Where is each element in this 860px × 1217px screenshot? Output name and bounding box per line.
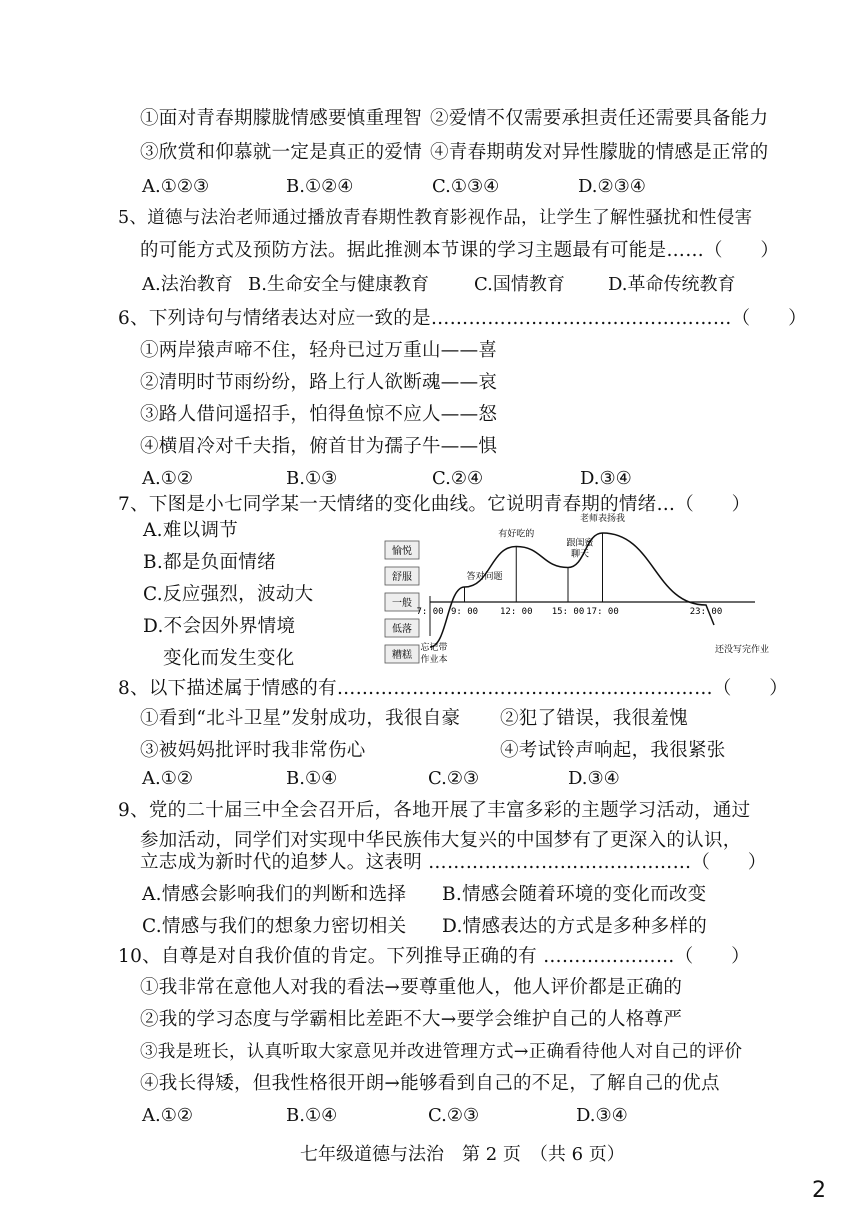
q9-stem-line-1: 9、党的二十届三中全会召开后，各地开展了丰富多彩的主题学习活动，通过 — [118, 800, 751, 821]
q6-item-4: ④横眉冷对千夫指，俯首甘为孺子牛——惧 — [140, 436, 498, 457]
q6-option-d[interactable]: D.③④ — [580, 468, 632, 489]
q5-option-c[interactable]: C.国情教育 — [474, 274, 565, 295]
q8-statement-1: ①看到“北斗卫星”发射成功，我很自豪 — [140, 708, 461, 729]
q7-option-d[interactable]: D.不会因外界情境 — [143, 616, 296, 637]
q10-option-b[interactable]: B.①④ — [286, 1105, 338, 1126]
q6-option-a[interactable]: A.①② — [142, 468, 193, 489]
q9-option-d[interactable]: D.情感表达的方式是多种多样的 — [442, 916, 708, 937]
q8-option-a[interactable]: A.①② — [142, 768, 193, 789]
x-tick-label: 7: 00 — [416, 607, 444, 617]
mood-label: 舒服 — [392, 572, 412, 583]
chart-annotation: 跟闺蜜 — [566, 538, 594, 549]
q4-option-d[interactable]: D.②③④ — [578, 176, 646, 197]
q9-stem-line-2: 参加活动，同学们对实现中华民族伟大复兴的中国梦有了更深入的认识， — [140, 830, 742, 851]
q8-option-b[interactable]: B.①④ — [286, 768, 338, 789]
q9-option-b[interactable]: B.情感会随着环境的变化而改变 — [442, 884, 707, 905]
q9-stem-line-3: 立志成为新时代的追梦人。这表明 ……………………………………（ ） — [140, 852, 767, 873]
q7-option-a[interactable]: A.难以调节 — [143, 520, 239, 541]
q10-stem: 10、自尊是对自我价值的肯定。下列推导正确的有 …………………（ ） — [118, 946, 750, 967]
q6-item-3: ③路人借问遥招手，怕得鱼惊不应人——怒 — [140, 404, 498, 425]
page-number: 2 — [812, 1178, 826, 1203]
q8-statement-2: ②犯了错误，我很羞愧 — [500, 708, 689, 729]
chart-annotation: 作业本 — [420, 655, 448, 665]
x-tick-label: 17: 00 — [586, 607, 619, 617]
q9-option-c[interactable]: C.情感与我们的想象力密切相关 — [142, 916, 407, 937]
q6-stem: 6、下列诗句与情绪表达对应一致的是…………………………………………（ ） — [118, 308, 807, 329]
q8-statement-3: ③被妈妈批评时我非常伤心 — [140, 740, 366, 761]
q8-option-d[interactable]: D.③④ — [568, 768, 620, 789]
q6-item-1: ①两岸猿声啼不住，轻舟已过万重山——喜 — [140, 340, 498, 361]
q6-item-2: ②清明时节雨纷纷，路上行人欲断魂——哀 — [140, 372, 498, 393]
chart-annotation: 聊天 — [570, 549, 590, 560]
q5-stem-line-2: 的可能方式及预防方法。据此推测本节课的学习主题最有可能是……（ ） — [140, 240, 780, 261]
chart-annotation: 答对问题 — [466, 572, 503, 582]
q4-statement-2: ②爱情不仅需要承担责任还需要具备能力 — [430, 108, 769, 129]
x-tick-label: 9: 00 — [450, 607, 479, 617]
q8-option-c[interactable]: C.②③ — [428, 768, 480, 789]
q5-option-a[interactable]: A.法治教育 — [142, 274, 233, 295]
q7-option-c[interactable]: C.反应强烈，波动大 — [143, 584, 314, 605]
page-footer: 七年级道德与法治 第 2 页 （共 6 页） — [300, 1144, 625, 1165]
q5-option-d[interactable]: D.革命传统教育 — [608, 274, 736, 295]
chart-annotation: 忘记带 — [420, 643, 448, 653]
mood-label: 一般 — [392, 598, 412, 609]
mood-label: 愉悦 — [392, 546, 412, 557]
q7-option-b[interactable]: B.都是负面情绪 — [143, 552, 276, 573]
q8-stem: 8、以下描述属于情感的有……………………………………………………（ ） — [118, 678, 789, 699]
q4-statement-1: ①面对青春期朦胧情感要慎重理智 — [140, 108, 423, 129]
mood-label: 糟糕 — [392, 650, 412, 661]
q4-option-b[interactable]: B.①②④ — [286, 176, 354, 197]
q5-option-b[interactable]: B.生命安全与健康教育 — [248, 274, 429, 295]
chart-annotation: 有好吃的 — [498, 529, 535, 540]
q9-option-a[interactable]: A.情感会影响我们的判断和选择 — [142, 884, 407, 905]
q5-stem-line-1: 5、道德与法治老师通过播放青春期性教育影视作品，让学生了解性骚扰和性侵害 — [118, 208, 753, 228]
x-tick-label: 15: 00 — [551, 607, 585, 617]
q10-item-1: ①我非常在意他人对我的看法→要尊重他人，他人评价都是正确的 — [140, 977, 683, 998]
q4-statement-3: ③欣赏和仰慕就一定是真正的爱情 — [140, 142, 423, 163]
q6-option-b[interactable]: B.①③ — [286, 468, 338, 489]
q7-stem: 7、下图是小七同学某一天情绪的变化曲线。它说明青春期的情绪…（ ） — [118, 494, 751, 515]
q6-option-c[interactable]: C.②④ — [432, 468, 484, 489]
q10-item-2: ②我的学习态度与学霸相比差距不大→要学会维护自己的人格尊严 — [140, 1009, 683, 1030]
q7-option-d-continued: 变化而发生变化 — [163, 648, 295, 669]
emotion-curve-chart — [380, 512, 770, 672]
q8-statement-4: ④考试铃声响起，我很紧张 — [500, 740, 726, 761]
x-tick-label: 23: 00 — [689, 607, 723, 617]
q4-option-c[interactable]: C.①③④ — [432, 176, 500, 197]
x-tick-label: 12: 00 — [499, 607, 533, 617]
q10-option-d[interactable]: D.③④ — [576, 1105, 628, 1126]
chart-annotation: 还没写完作业 — [714, 645, 770, 655]
mood-label: 低落 — [392, 624, 412, 635]
q10-option-c[interactable]: C.②③ — [428, 1105, 480, 1126]
q10-item-4: ④我长得矮，但我性格很开朗→能够看到自己的不足，了解自己的优点 — [140, 1073, 720, 1094]
chart-annotation: 老师表扬我 — [579, 514, 626, 524]
q10-option-a[interactable]: A.①② — [142, 1105, 193, 1126]
q4-option-a[interactable]: A.①②③ — [142, 176, 210, 197]
q4-statement-4: ④青春期萌发对异性朦胧的情感是正常的 — [430, 142, 769, 163]
q10-item-3: ③我是班长，认真听取大家意见并改进管理方式→正确看待他人对自己的评价 — [140, 1042, 743, 1062]
